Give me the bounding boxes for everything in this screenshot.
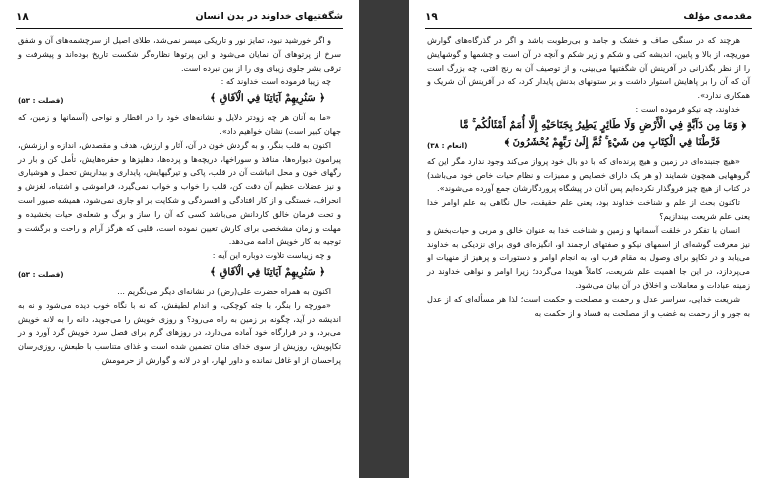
paragraph: شریعت خدایی، سراسر عدل و رحمت و مصلحت و حکمت است؛ لذا هر مسأله‌ای که از عدل به جور و از رحمت به غضب و از مصلحت به فساد و از حکمت به: [427, 293, 750, 318]
verse-reference: (انعام : ۳۸): [427, 140, 468, 150]
paragraph: اکنون به قلب بنگر، و به گردش خون در آن، آثار و ارزش، هدف و مقصدش، اندازه و ارزشش، پیرامون دیواره‌ها، منافذ و سوراخها، دریچه‌ها و پرده‌ها، دهلیزها و حفره‌هایش، تأمل کن و بار در رگهای خون و محل انباشت آن در قلب، پاکی و تیرگیهایش، پایداری و بیداریش تحمل و هوشیاری و نیز عضلات عظیم آن دقت کن، قلب را خواب و خواب نمی‌گیرد، فراموشی و اشتباه، لغزش و انحراف، خستگی و از کار افتادگی و افسردگی و شکایت بر او جاری نمی‌شود، همیشه صبور است و تحت فرمان خالق کاردانش می‌باشد کسی که آن را ساز و برگ و شعله‌ی حیات بخشیده و مهلت و زمان مشخصی برای کارش تعیین نموده است، قلبی که هرگز آرام و راحت و برگشت و توجیه به کار خویش ادامه می‌دهد.: [18, 139, 341, 247]
quran-verse: [18, 90, 341, 109]
left-page-header: [16, 11, 343, 27]
verse-reference: (فصلت : ۵۳): [18, 96, 64, 106]
paragraph: و اگر خورشید نبود، تمایز نور و تاریکی میسر نمی‌شد، طلای اصیل از سرچشمه‌های آن و شفق سرخ از پرتوهای آن نمایان می‌شود و این پرتوها نظاره‌گر شکست تاریخ بوده‌اند و پیشرفت و ترقی بشر جلوی زیبای وی را از بین نبرده است.: [18, 35, 341, 73]
paragraph: چه زیبا فرموده است خداوند که :: [220, 76, 331, 87]
left-running-title: شگفتیهای خداوند در بدن انسان: [195, 11, 343, 22]
paragraph: و چه زیباست تلاوت دوباره این آیه :: [212, 250, 331, 261]
left-header-rule: [16, 28, 343, 29]
right-page-header: [425, 11, 752, 27]
left-page-number: ۱۸: [16, 11, 29, 23]
right-page-number: ۱۹: [425, 11, 438, 23]
paragraph: «هیچ جنبنده‌ای در زمین و هیچ پرنده‌ای که با دو بال خود پرواز می‌کند وجود ندارد مگر این که گروههایی همچون شمایند (و هر یک دارای خصایص و ممیزات و نظام حیات خاص خود می‌باشد) در کتاب از هیچ چیز فروگذار نکرده‌ایم پس آنان در پیشگاه پروردگارشان جمع آورده می‌شوند».: [427, 155, 750, 194]
right-header-rule: [425, 28, 752, 29]
verse-reference: (فصلت : ۵۳): [18, 269, 64, 279]
left-page-body: [18, 34, 341, 368]
right-page-body: [427, 34, 750, 320]
left-page: [0, 0, 359, 478]
verse-line-1: ﴿ وَمَا مِن دَآبَّةٍ فِي الْأَرْضِ وَلَا طَائِرٍ يَطِيرُ بِجَنَاحَيْهِ إِلَّا أُمَمٌ أَمْثَالُكُم ۚ مَّا: [459, 118, 746, 131]
verse-line-2: فَرَّطْنَا فِي الْكِتَابِ مِن شَيْءٍ ۚ ثُمَّ إِلَىٰ رَبِّهِمْ يُحْشَرُونَ ﴾: [504, 136, 720, 148]
right-running-title: مقدمه‌ی مؤلف: [683, 11, 752, 22]
paragraph: «مورچه را بنگر، با جثه کوچکی، و اندام لطیفش، که نه با نگاه خوب دیده می‌شود و نه به اندیشه در آید، چگونه بر زمین به راه می‌رود؟ و روزی خویش را می‌جوید، دانه را به لانه خویش می‌برد، و در قرارگاه خود آماده می‌دارد، در روزهای گرم برای فصل سرد خویش گرد آورد و در تکاپویش، روزیش از سوی خدای منان تضمین شده است و غذای متناسب با طبعش، روزی‌رسان پراحسان از او غافل نمانده و داور لهار، او در لانه و گوارش از حرمومش: [18, 299, 341, 365]
paragraph: تاکنون بحث از علم و شناخت خداوند بود، یعنی علم حقیقت، حال نگاهی به علم اوامر خدا یعنی علم شریعت بیندازیم؟: [427, 197, 750, 221]
verse-text: ﴿ سَنُرِيهِمْ آيَاتِنَا فِي الْآفَاقِ ﴾: [210, 93, 325, 105]
paragraph: خداوند، چه نیکو فرموده است :: [635, 103, 740, 114]
right-page: [409, 0, 768, 478]
quran-verse: [18, 264, 341, 283]
verse-text: ﴿ سَنُرِيهِمْ آيَاتِنَا فِي الْآفَاقِ ﴾: [210, 266, 325, 278]
paragraph: «ما به آنان هر چه زودتر دلایل و نشانه‌های خود را در اقطار و نواحی (آسمانها و زمین، که جهان کبیر است) نشان خواهیم داد».: [18, 112, 341, 136]
paragraph: انسان با تفکر در خلقت آسمانها و زمین و شناخت خدا به عنوان خالق و مربی و حیات‌بخش و نیز معرفت گوشه‌ای از اسمهای نیکو و صفتهای ارجمند او، انگیزه‌ای قوی برای نزدیکی به خداوند می‌یابد و در تکاپو برای وصول به مقام قرب او، به انجام اوامر و دستورات و پرهیز از منهیات او می‌پردازد، در این جا اهمیت علم شریعت، کاملاً هویدا می‌گردد؛ زیرا اوامر و نواهی خداوند در زمینه عبادات و معاملات و اخلاق در آن بیان می‌شود.: [427, 224, 750, 290]
paragraph: اکنون به همراه حضرت علی(رض) در نشانه‌ای دیگر می‌نگریم ...: [117, 285, 331, 296]
paragraph: هرچند که در سنگی صاف و خشک و جامد و بی‌رطوبت باشد و اگر در گذرگاه‌های گوارش موریچه، از بالا و پایین، اندیشه کنی و شکم و زیر شکم و آنچه در آن است و چشمها و گوشهایش را از نظر بگذرانی در آفرینش آن شگفتیها می‌بینی، و از توصیف آن به رنج افتی، چه بزرگ است آن که آن را بر پاهایش استوار داشت و بر ستونهای بدنش پایدار کرد، که در آفرینش آن شریک و همکاری ندارد».: [427, 35, 750, 101]
quran-verse: [427, 119, 750, 153]
